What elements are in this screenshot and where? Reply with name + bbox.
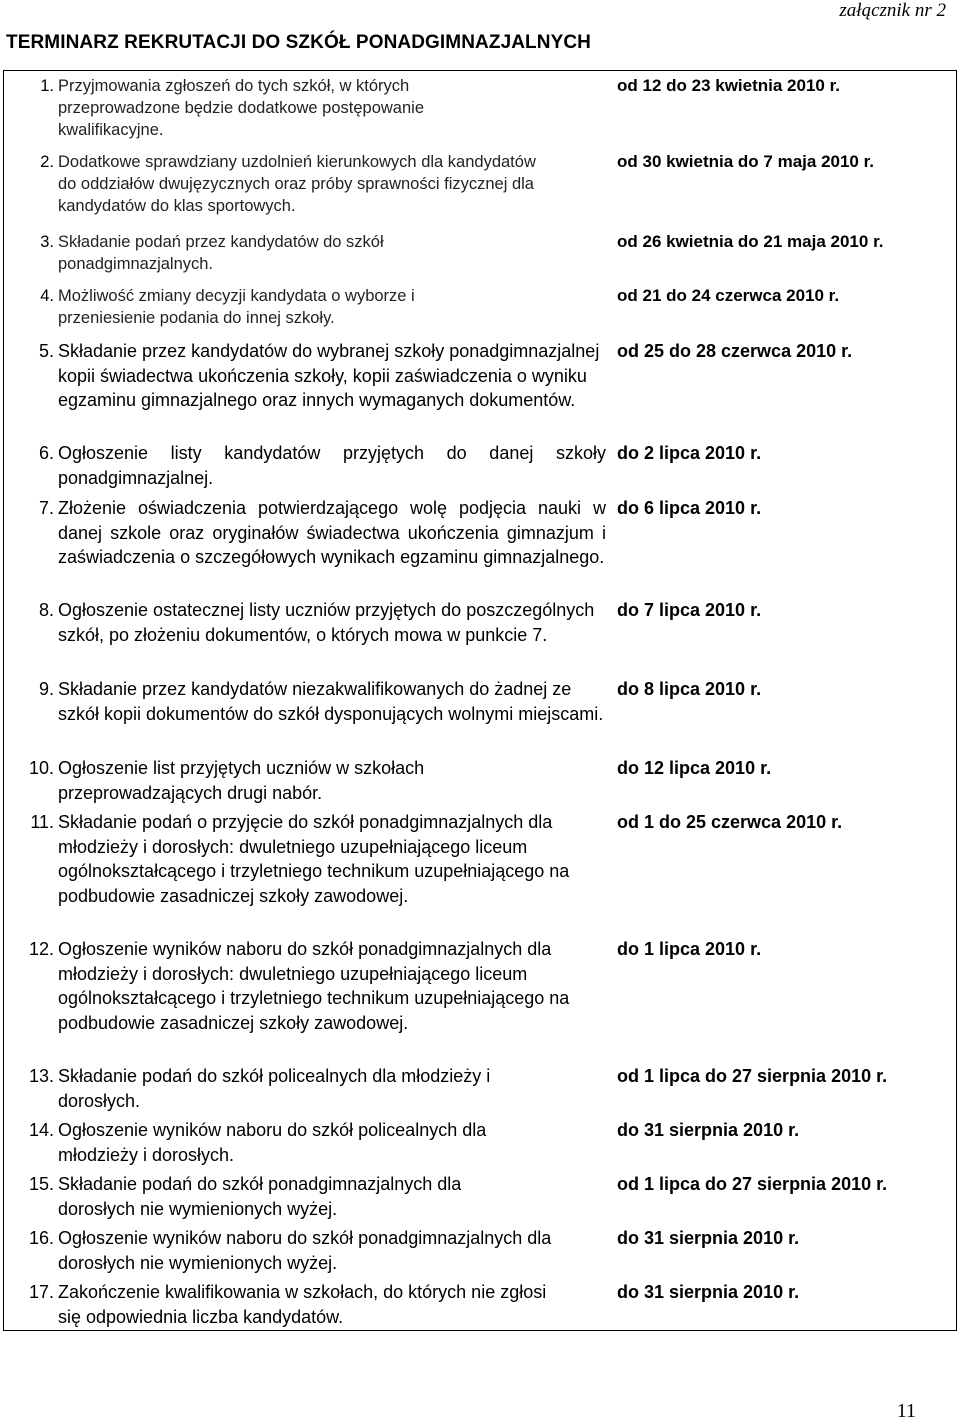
item-date: od 1 lipca do 27 sierpnia 2010 r. (617, 1174, 888, 1194)
item-number: 7. (38, 498, 54, 518)
item-description: Ogłoszenie ostatecznej listy uczniów przyjętych do poszczególnych szkół, po złożeniu dokumentów, o których mowa w punkcie 7. (58, 600, 595, 645)
item-number: 17. (28, 1282, 54, 1302)
item-description: Składanie podań do szkół policealnych dla młodzieży i dorosłych. (58, 1066, 491, 1111)
item-number: 4. (40, 287, 54, 305)
item-date: od 30 kwietnia do 7 maja 2010 r. (617, 152, 875, 171)
item-date: od 21 do 24 czerwca 2010 r. (617, 286, 840, 305)
item-date: do 12 lipca 2010 r. (617, 758, 772, 778)
item-description: Dodatkowe sprawdziany uzdolnień kierunkowych dla kandydatów do oddziałów dwujęzycznych oraz próby sprawności fizycznej dla kandydatów do klas sportowych. (58, 153, 536, 215)
item-date: do 1 lipca 2010 r. (617, 939, 762, 959)
item-description: Przyjmowania zgłoszeń do tych szkół, w których przeprowadzone będzie dodatkowe postępowanie kwalifikacyjne. (58, 77, 425, 139)
item-number: 16. (28, 1228, 54, 1248)
item-date: do 31 sierpnia 2010 r. (617, 1228, 800, 1248)
item-number: 2. (40, 153, 54, 171)
item-description: Ogłoszenie wyników naboru do szkół ponadgimnazjalnych dla młodzieży i dorosłych: dwuletniego uzupełniającego liceum ogólnokształcącego i trzyletniego technikum uzupełniającego na podbudowie zasadniczej szkoły zawodowej. (58, 939, 570, 1033)
item-date: od 25 do 28 czerwca 2010 r. (617, 341, 853, 361)
item-number: 10. (28, 758, 54, 778)
item-number: 11. (30, 812, 54, 832)
item-number: 5. (38, 341, 54, 361)
item-date: do 6 lipca 2010 r. (617, 498, 762, 518)
item-number: 6. (38, 443, 54, 463)
annex-label: załącznik nr 2 (839, 0, 946, 21)
item-number: 1. (40, 77, 54, 95)
item-date: do 31 sierpnia 2010 r. (617, 1282, 800, 1302)
page-title: TERMINARZ REKRUTACJI DO SZKÓŁ PONADGIMNAZJALNYCH (6, 32, 591, 53)
item-description: Zakończenie kwalifikowania w szkołach, do których nie zgłosi się odpowiednia liczba kandydatów. (58, 1282, 547, 1327)
item-date: od 1 do 25 czerwca 2010 r. (617, 812, 843, 832)
item-number: 14. (28, 1120, 54, 1140)
item-date: od 1 lipca do 27 sierpnia 2010 r. (617, 1066, 888, 1086)
item-number: 9. (38, 679, 54, 699)
item-description: Ogłoszenie list przyjętych uczniów w szkołach przeprowadzających drugi nabór. (58, 758, 425, 803)
item-description: Składanie podań przez kandydatów do szkół ponadgimnazjalnych. (58, 233, 384, 273)
item-date: do 7 lipca 2010 r. (617, 600, 762, 620)
item-description: Składanie przez kandydatów do wybranej szkoły ponadgimnazjalnej kopii świadectwa ukończenia szkoły, kopii zaświadczenia o wyniku egzaminu gimnazjalnego oraz innych wymaganych dokumentów. (58, 341, 600, 410)
item-description: Ogłoszenie wyników naboru do szkół policealnych dla młodzieży i dorosłych. (58, 1120, 487, 1165)
item-number: 15. (28, 1174, 54, 1194)
item-description: Składanie podań do szkół ponadgimnazjalnych dla dorosłych nie wymienionych wyżej. (58, 1174, 462, 1219)
item-number: 12. (28, 939, 54, 959)
item-date: od 26 kwietnia do 21 maja 2010 r. (617, 232, 884, 251)
item-description: Ogłoszenie listy kandydatów przyjętych do danej szkoły ponadgimnazjalnej. (58, 443, 606, 488)
item-description: Ogłoszenie wyników naboru do szkół ponadgimnazjalnych dla dorosłych nie wymienionych wyżej. (58, 1228, 552, 1273)
item-description: Składanie przez kandydatów niezakwalifikowanych do żadnej ze szkół kopii dokumentów do szkół dysponujących wolnymi miejscami. (58, 679, 604, 724)
item-date: do 2 lipca 2010 r. (617, 443, 762, 463)
schedule-table (3, 70, 957, 1331)
item-date: do 31 sierpnia 2010 r. (617, 1120, 800, 1140)
item-date: do 8 lipca 2010 r. (617, 679, 762, 699)
item-number: 8. (38, 600, 54, 620)
item-description: Składanie podań o przyjęcie do szkół ponadgimnazjalnych dla młodzieży i dorosłych: dwuletniego uzupełniającego liceum ogólnokształcącego i trzyletniego technikum uzupełniającego na podbudowie zasadniczej szkoły zawodowej. (58, 812, 570, 906)
item-description: Złożenie oświadczenia potwierdzającego wolę podjęcia nauki w danej szkole oraz oryginałów świadectwa ukończenia gimnazjum i zaświadczenia o szczegółowych wynikach egzaminu gimnazjalnego. (58, 498, 606, 567)
page-number: 11 (896, 1400, 916, 1422)
item-date: od 12 do 23 kwietnia 2010 r. (617, 76, 840, 95)
item-number: 3. (40, 233, 54, 251)
item-description: Możliwość zmiany decyzji kandydata o wyborze i przeniesienie podania do innej szkoły. (58, 287, 415, 327)
item-number: 13. (28, 1066, 54, 1086)
